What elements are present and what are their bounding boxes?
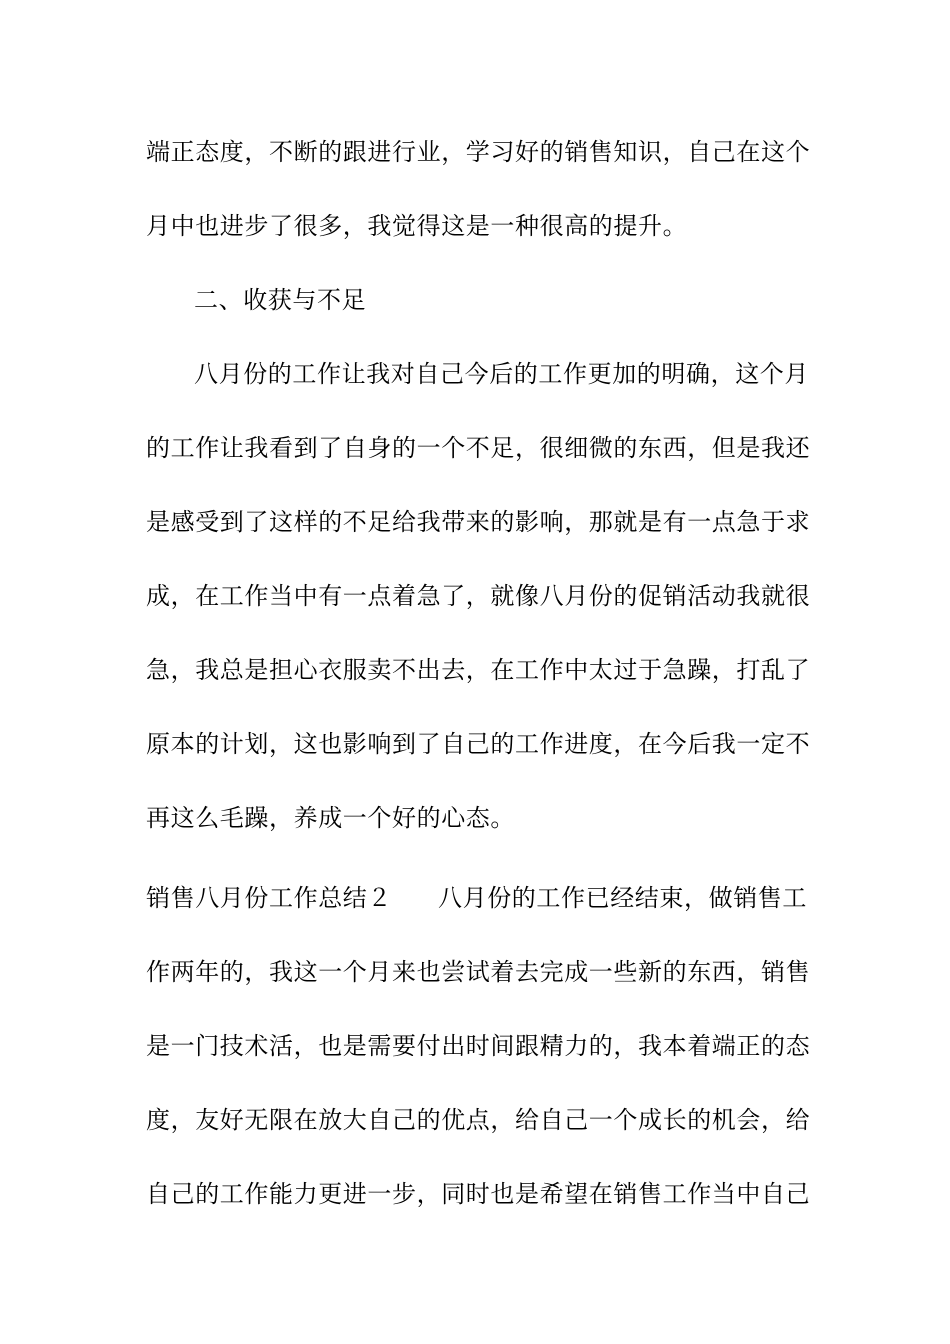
paragraph-line: 成，在工作当中有一点着急了，就像八月份的促销活动我就很 [146,582,811,610]
paragraph-line: 自己的工作能力更进一步，同时也是希望在销售工作当中自己 [146,1180,811,1208]
paragraph-line: 端正态度，不断的跟进行业，学习好的销售知识，自己在这个 [146,138,811,166]
section-title: 销售八月份工作总结２ [146,884,392,912]
paragraph-line: 作两年的，我这一个月来也尝试着去完成一些新的东西，销售 [146,958,811,986]
paragraph-line: 原本的计划，这也影响到了自己的工作进度，在今后我一定不 [146,730,811,758]
paragraph-line: 是感受到了这样的不足给我带来的影响，那就是有一点急于求 [146,508,811,536]
paragraph-line: 的工作让我看到了自身的一个不足，很细微的东西，但是我还 [146,434,811,462]
paragraph-line: 再这么毛躁，养成一个好的心态。 [146,804,515,832]
paragraph-line: 月中也进步了很多，我觉得这是一种很高的提升。 [146,212,688,240]
paragraph-line: 度，友好无限在放大自己的优点，给自己一个成长的机会，给 [146,1106,811,1134]
paragraph-line: 急，我总是担心衣服卖不出去，在工作中太过于急躁，打乱了 [146,656,811,684]
section-first-text: 八月份的工作已经结束，做销售工 [438,884,807,912]
section-heading: 二、收获与不足 [194,286,367,314]
section-title-line [146,882,811,914]
paragraph-line: 八月份的工作让我对自己今后的工作更加的明确，这个月 [194,360,809,388]
paragraph-line: 是一门技术活，也是需要付出时间跟精力的，我本着端正的态 [146,1032,811,1060]
